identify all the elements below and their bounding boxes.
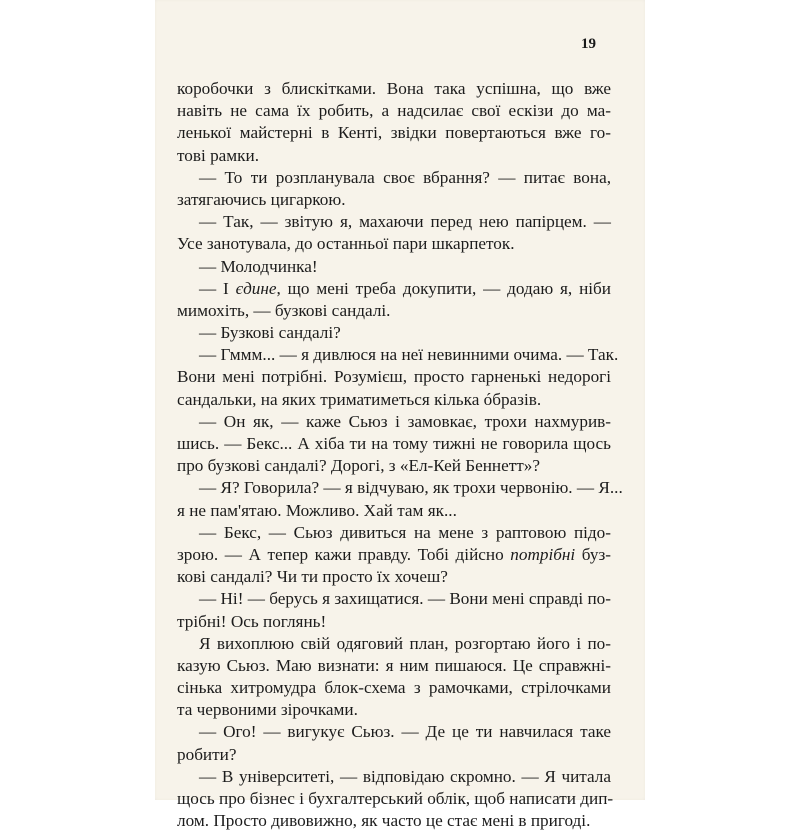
text-line: про бузкові сандалі? Дорогі, з «Ел-Кей Беннетт»? — [177, 456, 540, 476]
text-line: ленької майстерні в Кенті, звідки повертаються вже го- — [177, 123, 611, 143]
text-line: Вони мені потрібні. Розумієш, просто гарненькі недорогі — [177, 367, 611, 387]
italic-emphasis: потрібні — [510, 544, 576, 564]
text-fragment: зрою. — А тепер кажи правду. Тобі дійсно — [177, 544, 511, 564]
book-page — [155, 0, 645, 831]
text-line: — Ні! — берусь я захищатися. — Вони мені справді по- — [199, 589, 611, 609]
text-fragment: — І — [199, 278, 236, 298]
text-line: мимохіть, — бузкові сандалі. — [177, 300, 391, 320]
text-line: тові рамки. — [177, 145, 260, 165]
text-line: — Так, — звітую я, махаючи перед нею папірцем. — — [199, 212, 611, 232]
text-line: сінька хитромудра блок-схема з рамочками, стрілочками — [177, 678, 611, 698]
text-fragment: буз- — [575, 544, 611, 564]
text-line: — Бузкові сандалі? — [199, 323, 341, 343]
text-line: Я вихоплюю свій одяговий план, розгортаю його і по- — [199, 633, 611, 653]
text-line: — То ти розпланувала своє вбрання? — питає вона, — [199, 167, 611, 187]
text-line: — Бекс, — Сьюз дивиться на мене з раптовою підо- — [199, 522, 611, 542]
text-line: та червоними зірочками. — [177, 700, 358, 720]
page-number: 19 — [581, 36, 596, 52]
italic-emphasis: єдине — [235, 278, 277, 298]
text-line — [177, 544, 611, 566]
text-fragment: , що мені треба докупити, — додаю я, ніби — [276, 278, 611, 298]
text-line: — Ого! — вигукує Сьюз. — Де це ти навчилася таке — [199, 722, 611, 742]
text-line: — Он як, — каже Сьюз і замовкає, трохи нахмурив- — [199, 411, 611, 431]
text-line: щось про бізнес і бухгалтерський облік, щоб написати дип- — [177, 789, 614, 808]
text-line: затягаючись цигаркою. — [177, 189, 346, 209]
body-text — [177, 78, 623, 832]
text-line: сандальки, на яких триматиметься кілька óбразів. — [177, 389, 542, 409]
text-line: — Молодчинка! — [199, 256, 318, 276]
text-line: шись. — Бекс... А хіба ти на тому тижні не говорила щось — [177, 434, 611, 453]
text-line: я не пам'ятаю. Можливо. Хай там як... — [177, 500, 457, 520]
text-line: — Я? Говорила? — я відчуваю, як трохи червонію. — Я... — [199, 478, 623, 498]
text-line: лом. Просто дивовижно, як часто це стає мені в пригоді. — [177, 811, 591, 831]
text-line: робити? — [177, 744, 237, 764]
text-line: трібні! Ось поглянь! — [177, 611, 327, 631]
text-line: — В університеті, — відповідаю скромно. — Я читала — [199, 766, 611, 786]
text-line: — Гммм... — я дивлюся на неї невинними очима. — Так. — [199, 345, 619, 365]
text-line — [177, 278, 611, 300]
text-line: Усе занотувала, до останньої пари шкарпеток. — [177, 234, 515, 254]
text-line: навіть не сама їх робить, а надсилає свої ескізи до ма- — [177, 101, 611, 121]
text-line: коробочки з блискітками. Вона така успішна, що вже — [177, 79, 611, 98]
text-line: казую Сьюз. Маю визнати: я ним пишаюся. Це справжні- — [177, 655, 611, 675]
text-line: кові сандалі? Чи ти просто їх хочеш? — [177, 567, 448, 587]
